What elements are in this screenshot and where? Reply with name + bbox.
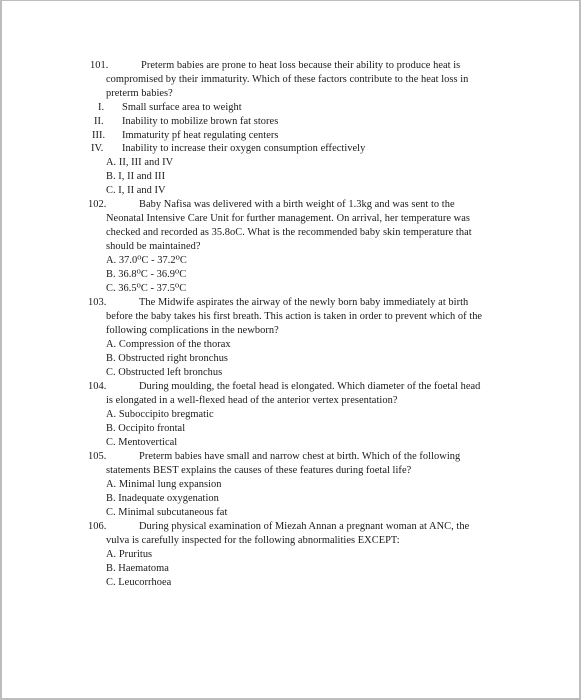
question-101-option-c: C. I, II and IV [106, 185, 166, 196]
question-106-option-a: A. Pruritus [106, 549, 153, 560]
question-102-stem-line-4: should be maintained? [106, 241, 201, 252]
question-103-stem-line-3: following complications in the newborn? [106, 325, 279, 336]
page-border-left [0, 0, 2, 700]
statement-numeral: IV. [91, 143, 104, 154]
question-101-stem-line-2: compromised by their immaturity. Which of these factors contribute to the heat loss in [106, 74, 469, 85]
question-104-option-a: A. Suboccipito bregmatic [106, 409, 214, 420]
question-106-number: 106. [88, 521, 107, 532]
question-103-option-c: C. Obstructed left bronchus [106, 367, 223, 378]
question-103-stem-line-1: The Midwife aspirates the airway of the newly born baby immediately at birth [139, 297, 469, 308]
question-101-number: 101. [90, 60, 109, 71]
question-103-option-a: A. Compression of the thorax [106, 339, 231, 350]
question-103-option-b: B. Obstructed right bronchus [106, 353, 229, 364]
question-102-stem-line-2: Neonatal Intensive Care Unit for further management. On arrival, her temperature was [106, 213, 470, 224]
question-104-stem-line-1: During moulding, the foetal head is elongated. Which diameter of the foetal head [139, 381, 481, 392]
question-102-stem-line-3: checked and recorded as 35.8oC. What is the recommended baby skin temperature that [106, 227, 472, 238]
question-106-stem-line-1: During physical examination of Miezah Annan a pregnant woman at ANC, the [139, 521, 470, 532]
question-104-stem-line-2: is elongated in a well-flexed head of the anterior vertex presentation? [106, 395, 398, 406]
question-102-stem-line-1: Baby Nafisa was delivered with a birth weight of 1.3kg and was sent to the [139, 199, 455, 210]
question-102-option-a: A. 37.0⁰C - 37.2⁰C [106, 255, 187, 266]
question-103-number: 103. [88, 297, 107, 308]
question-102-option-b: B. 36.8⁰C - 36.9⁰C [106, 269, 187, 280]
question-105-option-c: C. Minimal subcutaneous fat [106, 507, 228, 518]
question-105-stem-line-2: statements BEST explains the causes of these features during foetal life? [106, 465, 412, 476]
question-106-option-b: B. Haematoma [106, 563, 169, 574]
question-104-option-b: B. Occipito frontal [106, 423, 186, 434]
question-101-stem-line-3: preterm babies? [106, 88, 173, 99]
statement-text: Small surface area to weight [122, 102, 242, 113]
statement-text: Inability to increase their oxygen consumption effectively [122, 143, 366, 154]
question-105-number: 105. [88, 451, 107, 462]
question-103-stem-line-2: before the baby takes his first breath. This action is taken in order to prevent which of the [106, 311, 483, 322]
question-105-stem-line-1: Preterm babies have small and narrow chest at birth. Which of the following [139, 451, 461, 462]
statement-numeral: I. [98, 102, 105, 113]
statement-text: Immaturity pf heat regulating centers [122, 130, 279, 141]
question-101-option-a: A. II, III and IV [106, 157, 174, 168]
question-104-option-c: C. Mentovertical [106, 437, 178, 448]
question-101-stem-line-1: Preterm babies are prone to heat loss because their ability to produce heat is [141, 60, 461, 71]
statement-numeral: III. [92, 130, 106, 141]
page-border-top [0, 0, 581, 1]
question-105-option-b: B. Inadequate oxygenation [106, 493, 219, 504]
statement-text: Inability to mobilize brown fat stores [122, 116, 279, 127]
statement-numeral: II. [94, 116, 104, 127]
question-104-number: 104. [88, 381, 107, 392]
question-105-option-a: A. Minimal lung expansion [106, 479, 222, 490]
question-101-option-b: B. I, II and III [106, 171, 166, 182]
question-102-number: 102. [88, 199, 107, 210]
question-106-stem-line-2: vulva is carefully inspected for the following abnormalities EXCEPT: [106, 535, 400, 546]
question-106-option-c: C. Leucorrhoea [106, 577, 172, 588]
question-102-option-c: C. 36.5⁰C - 37.5⁰C [106, 283, 187, 294]
